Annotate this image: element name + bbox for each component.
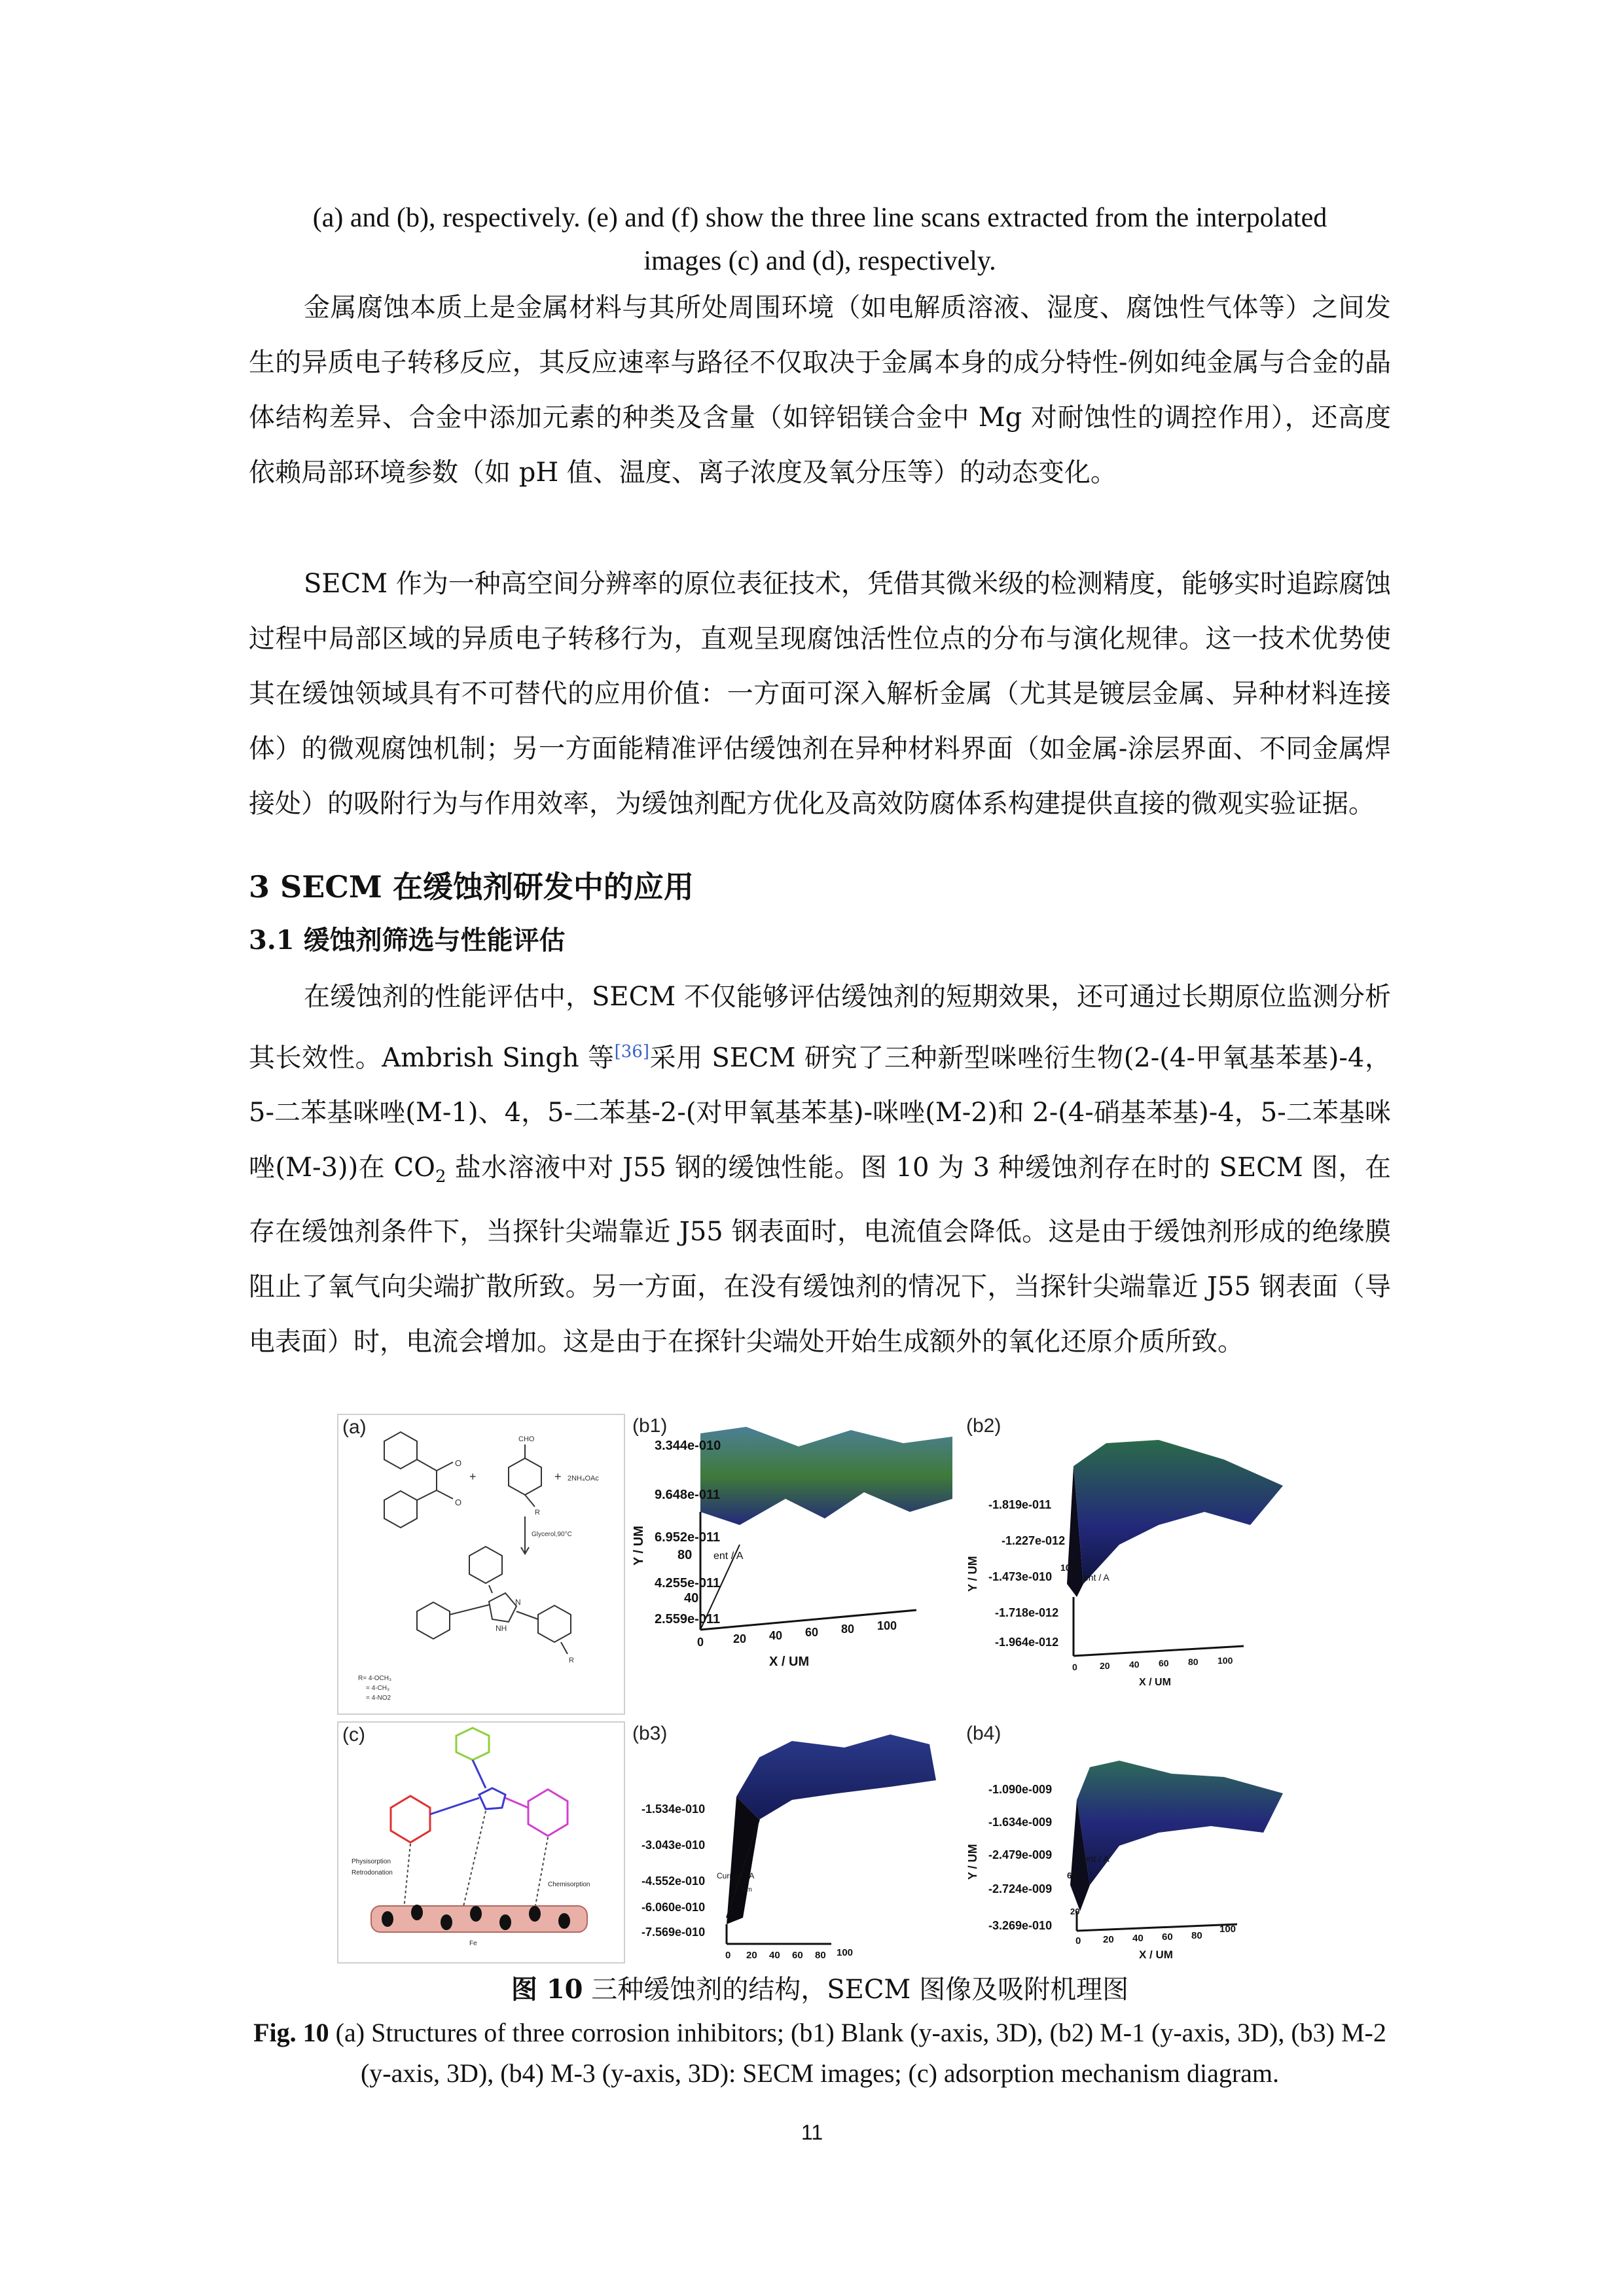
b3-surface bbox=[736, 1734, 936, 1820]
panel-b4-m3-secm bbox=[962, 1721, 1290, 1964]
figure-caption-en-text: (a) Structures of three corrosion inhibitors; (b1) Blank (y-axis, 3D), (b2) M-1 (y-axis, 3D), (b3) M-2 (y-axis, 3D), (b4) M-3 (y-axis, 3D): SECM images; (c) adsorption mechanism diagram. bbox=[329, 2018, 1386, 2088]
svg-text:O: O bbox=[455, 1458, 462, 1468]
b2-x-tick-60: 60 bbox=[1159, 1658, 1169, 1668]
b4-x-tick-0: 0 bbox=[1075, 1935, 1081, 1946]
b1-secm-plot bbox=[628, 1414, 956, 1715]
figure-caption-english bbox=[249, 2013, 1391, 2094]
b4-y-label: Y / UM bbox=[966, 1844, 979, 1880]
b3-secm-plot bbox=[628, 1721, 956, 1964]
b2-y-label: Y / UM bbox=[966, 1556, 979, 1592]
physisorption-label: Physisorption bbox=[352, 1858, 391, 1865]
b2-z-tick-1: -1.819e-011 bbox=[988, 1498, 1052, 1511]
b1-z-tick-1: 3.344e-010 bbox=[655, 1439, 721, 1453]
b4-z-tick-4: -2.724e-009 bbox=[988, 1882, 1053, 1895]
substituent-3: = 4-NO2 bbox=[366, 1695, 391, 1702]
panel-b3-m2-secm bbox=[628, 1721, 956, 1964]
page-number: 11 bbox=[801, 2121, 823, 2144]
b2-x-tick-0: 0 bbox=[1072, 1662, 1077, 1672]
condition-label: Glycerol,90°C bbox=[532, 1531, 572, 1538]
b4-x-label: X / UM bbox=[1139, 1948, 1173, 1961]
previous-caption-line1: (a) and (b), respectively. (e) and (f) show the three line scans extracted from the interpolated bbox=[312, 203, 1327, 233]
b1-x-tick-0: 0 bbox=[697, 1636, 704, 1649]
cho-label: CHO bbox=[518, 1435, 535, 1443]
retrodonation-label: Retrodonation bbox=[352, 1869, 393, 1876]
svg-text:+: + bbox=[469, 1470, 477, 1483]
b2-x-tick-20: 20 bbox=[1100, 1660, 1110, 1671]
b4-x-tick-80: 80 bbox=[1191, 1930, 1202, 1941]
r-label-top: R bbox=[535, 1509, 540, 1516]
molecule-green-ring bbox=[456, 1728, 489, 1760]
reagent-label: 2NH₄OAc bbox=[568, 1475, 599, 1482]
b2-z-tick-3: -1.473e-010 bbox=[988, 1570, 1053, 1583]
section-title: 3 SECM 在缓蚀剂研发中的应用 bbox=[249, 869, 694, 905]
b1-z-tick-2: 9.648e-011 bbox=[655, 1488, 721, 1502]
adsorption-mechanism-drawing bbox=[338, 1723, 625, 1964]
b4-z-tick-5: -3.269e-010 bbox=[988, 1919, 1053, 1932]
molecule-blue-ring bbox=[479, 1788, 505, 1809]
figure-10 bbox=[337, 1414, 1290, 1964]
b1-y-tick-80: 80 bbox=[677, 1548, 693, 1562]
b3-x-tick-20: 20 bbox=[746, 1950, 757, 1961]
metal-label: Fe bbox=[469, 1940, 477, 1947]
svg-text:O: O bbox=[455, 1498, 462, 1507]
n-label: N bbox=[515, 1598, 521, 1607]
para3-part2: 采用 SECM 研究了三种新型咪唑衍生物(2-(4-甲氧基苯基)-4，5-二苯基咪唑(M-1)、4，5-二苯基-2-(对甲氧基苯基)-咪唑(M-2)和 2-(4-硝基苯基)-4，5-二苯基咪唑(M-3))在 CO bbox=[249, 1043, 1391, 1183]
b1-x-tick-40: 40 bbox=[769, 1629, 783, 1642]
figure-caption-cn-label: 图 10 bbox=[511, 1974, 583, 2005]
figure-caption-chinese bbox=[249, 1970, 1391, 2009]
b2-x-tick-100: 100 bbox=[1218, 1655, 1233, 1666]
panel-b1-label: (b1) bbox=[632, 1415, 668, 1437]
b2-surface bbox=[1074, 1440, 1283, 1584]
b4-x-tick-20: 20 bbox=[1103, 1934, 1114, 1945]
b4-surface bbox=[1077, 1761, 1283, 1885]
paragraph-inhibitor-evaluation bbox=[249, 969, 1391, 1369]
b1-x-tick-80: 80 bbox=[841, 1623, 855, 1636]
b3-x-tick-0: 0 bbox=[725, 1950, 731, 1961]
aldehyde-ring bbox=[509, 1458, 541, 1495]
co2-subscript: 2 bbox=[435, 1167, 446, 1187]
previous-caption-line2: images (c) and (d), respectively. bbox=[643, 246, 996, 276]
product-ring-right bbox=[538, 1605, 571, 1642]
paragraph-secm-advantages: SECM 作为一种高空间分辨率的原位表征技术，凭借其微米级的检测精度，能够实时追踪腐蚀过程中局部区域的异质电子转移行为，直观呈现腐蚀活性位点的分布与演化规律。这一技术优势使其在缓蚀领域具有不可替代的应用价值：一方面可深入解析金属（尤其是镀层金属、异种材料连接体）的微观腐蚀机制；另一方面能精准评估缓蚀剂在异种材料界面（如金属-涂层界面、不同金属焊接处）的吸附行为与作用效率，为缓蚀剂配方优化及高效防腐体系构建提供直接的微观实验证据。 bbox=[249, 569, 1391, 819]
b3-z-tick-5: -7.569e-010 bbox=[641, 1926, 706, 1939]
molecule-magenta-ring bbox=[528, 1789, 568, 1836]
panel-b4-label: (b4) bbox=[966, 1723, 1001, 1744]
b4-secm-plot bbox=[962, 1721, 1290, 1964]
panel-b3-label: (b3) bbox=[632, 1723, 668, 1744]
para3-part3: 盐水溶液中对 J55 钢的缓蚀性能。图 10 为 3 种缓蚀剂存在时的 SECM 图，在存在缓蚀剂条件下，当探针尖端靠近 J55 钢表面时，电流值会降低。这是由于缓蚀剂形成的绝缘膜阻止了氧气向尖端扩散所致。另一方面，在没有缓蚀剂的情况下，当探针尖端靠近 J55 钢表面（导电表面）时，电流会增加。这是由于在探针尖端处开始生成额外的氧化还原介质所致。 bbox=[249, 1153, 1391, 1357]
b3-x-tick-80: 80 bbox=[815, 1950, 826, 1961]
b1-surface bbox=[700, 1427, 952, 1525]
svg-text:+: + bbox=[554, 1470, 562, 1483]
panel-b1-blank-secm bbox=[628, 1414, 956, 1715]
b1-x-tick-100: 100 bbox=[877, 1619, 897, 1632]
b1-x-tick-60: 60 bbox=[805, 1626, 819, 1639]
substituent-2: = 4-CH₃ bbox=[366, 1685, 390, 1692]
b3-z-tick-2: -3.043e-010 bbox=[641, 1839, 706, 1852]
paragraph-corrosion-nature: 金属腐蚀本质上是金属材料与其所处周围环境（如电解质溶液、湿度、腐蚀性气体等）之间发生的异质电子转移反应，其反应速率与路径不仅取决于金属本身的成分特性-例如纯金属与合金的晶体结构差异、合金中添加元素的种类及含量（如锌铝镁合金中 Mg 对耐蚀性的调控作用），还高度依赖局部环境参数（如 pH 值、温度、离子浓度及氧分压等）的动态变化。 bbox=[249, 293, 1391, 488]
molecule-red-ring bbox=[391, 1796, 430, 1842]
b4-z-label: ent / A bbox=[1083, 1854, 1110, 1864]
b2-secm-plot bbox=[962, 1414, 1290, 1715]
panel-a-synthesis-scheme bbox=[337, 1414, 625, 1715]
b2-z-label: ent / A bbox=[1083, 1572, 1110, 1583]
b4-z-tick-3: -2.479e-009 bbox=[988, 1848, 1053, 1861]
b3-x-tick-60: 60 bbox=[792, 1950, 803, 1961]
b2-x-tick-40: 40 bbox=[1129, 1659, 1140, 1670]
b1-z-tick-4: 4.255e-011 bbox=[655, 1576, 721, 1590]
b4-x-tick-100: 100 bbox=[1219, 1924, 1236, 1935]
b3-x-tick-40: 40 bbox=[769, 1950, 780, 1961]
b3-y-label: um bbox=[743, 1886, 752, 1893]
b3-z-tick-1: -1.534e-010 bbox=[641, 1803, 706, 1816]
b4-z-tick-1: -1.090e-009 bbox=[988, 1783, 1053, 1796]
benzil-ring-bottom bbox=[384, 1491, 417, 1528]
b2-x-label: X / UM bbox=[1139, 1677, 1171, 1688]
b2-y-tick-100: 100 bbox=[1060, 1562, 1076, 1573]
imidazole-ring bbox=[489, 1593, 516, 1622]
nh-label: NH bbox=[496, 1624, 507, 1633]
b4-y-tick-20: 20 bbox=[1070, 1907, 1080, 1916]
b1-z-tick-5: 2.559e-011 bbox=[655, 1612, 721, 1626]
panel-b2-m1-secm bbox=[962, 1414, 1290, 1715]
chemisorption-label: Chemisorption bbox=[548, 1881, 590, 1888]
para3-part1: 在缓蚀剂的性能评估中，SECM 不仅能够评估缓蚀剂的短期效果，还可通过长期原位监测分析其长效性。Ambrish Singh 等 bbox=[249, 982, 1391, 1073]
panel-c-adsorption-mechanism bbox=[337, 1721, 625, 1964]
b1-z-label: ent / A bbox=[713, 1551, 744, 1562]
b2-x-tick-80: 80 bbox=[1188, 1657, 1199, 1667]
b4-y-tick-60: 60 bbox=[1067, 1871, 1077, 1880]
product-ring-left bbox=[417, 1602, 450, 1639]
b1-y-label: Y / UM bbox=[632, 1526, 646, 1566]
r-label-bottom: R bbox=[569, 1657, 574, 1664]
panel-b2-label: (b2) bbox=[966, 1415, 1001, 1437]
b4-x-tick-40: 40 bbox=[1132, 1933, 1144, 1944]
citation-36[interactable]: [36] bbox=[614, 1042, 649, 1062]
panel-a-label: (a) bbox=[342, 1416, 367, 1438]
figure-caption-cn-text: 三种缓蚀剂的结构，SECM 图像及吸附机理图 bbox=[583, 1975, 1129, 2005]
panel-c-label: (c) bbox=[342, 1724, 365, 1746]
b1-x-tick-20: 20 bbox=[733, 1632, 747, 1645]
product-ring-top bbox=[469, 1547, 502, 1583]
b3-x-tick-100: 100 bbox=[837, 1947, 854, 1958]
b3-z-tick-4: -6.060e-010 bbox=[641, 1901, 706, 1914]
b1-x-label: X / UM bbox=[769, 1655, 810, 1669]
b1-y-tick-40: 40 bbox=[684, 1591, 699, 1605]
previous-figure-caption bbox=[249, 196, 1391, 283]
b3-z-tick-3: -4.552e-010 bbox=[641, 1874, 706, 1888]
b4-z-tick-2: -1.634e-009 bbox=[988, 1816, 1053, 1829]
b2-z-tick-2: -1.227e-012 bbox=[1001, 1534, 1066, 1547]
subsection-title: 3.1 缓蚀剂筛选与性能评估 bbox=[249, 925, 566, 956]
substituent-1: R= 4-OCH₃ bbox=[358, 1675, 392, 1682]
b2-z-tick-5: -1.964e-012 bbox=[995, 1636, 1059, 1649]
b2-z-tick-4: -1.718e-012 bbox=[995, 1606, 1059, 1619]
synthesis-scheme-drawing bbox=[338, 1415, 625, 1715]
figure-caption-en-label: Fig. 10 bbox=[253, 2018, 329, 2047]
benzil-ring-top bbox=[384, 1432, 417, 1469]
b4-x-tick-60: 60 bbox=[1162, 1931, 1173, 1943]
b1-z-tick-3: 6.952e-011 bbox=[655, 1530, 721, 1545]
b3-z-label: Current / A bbox=[717, 1871, 755, 1880]
